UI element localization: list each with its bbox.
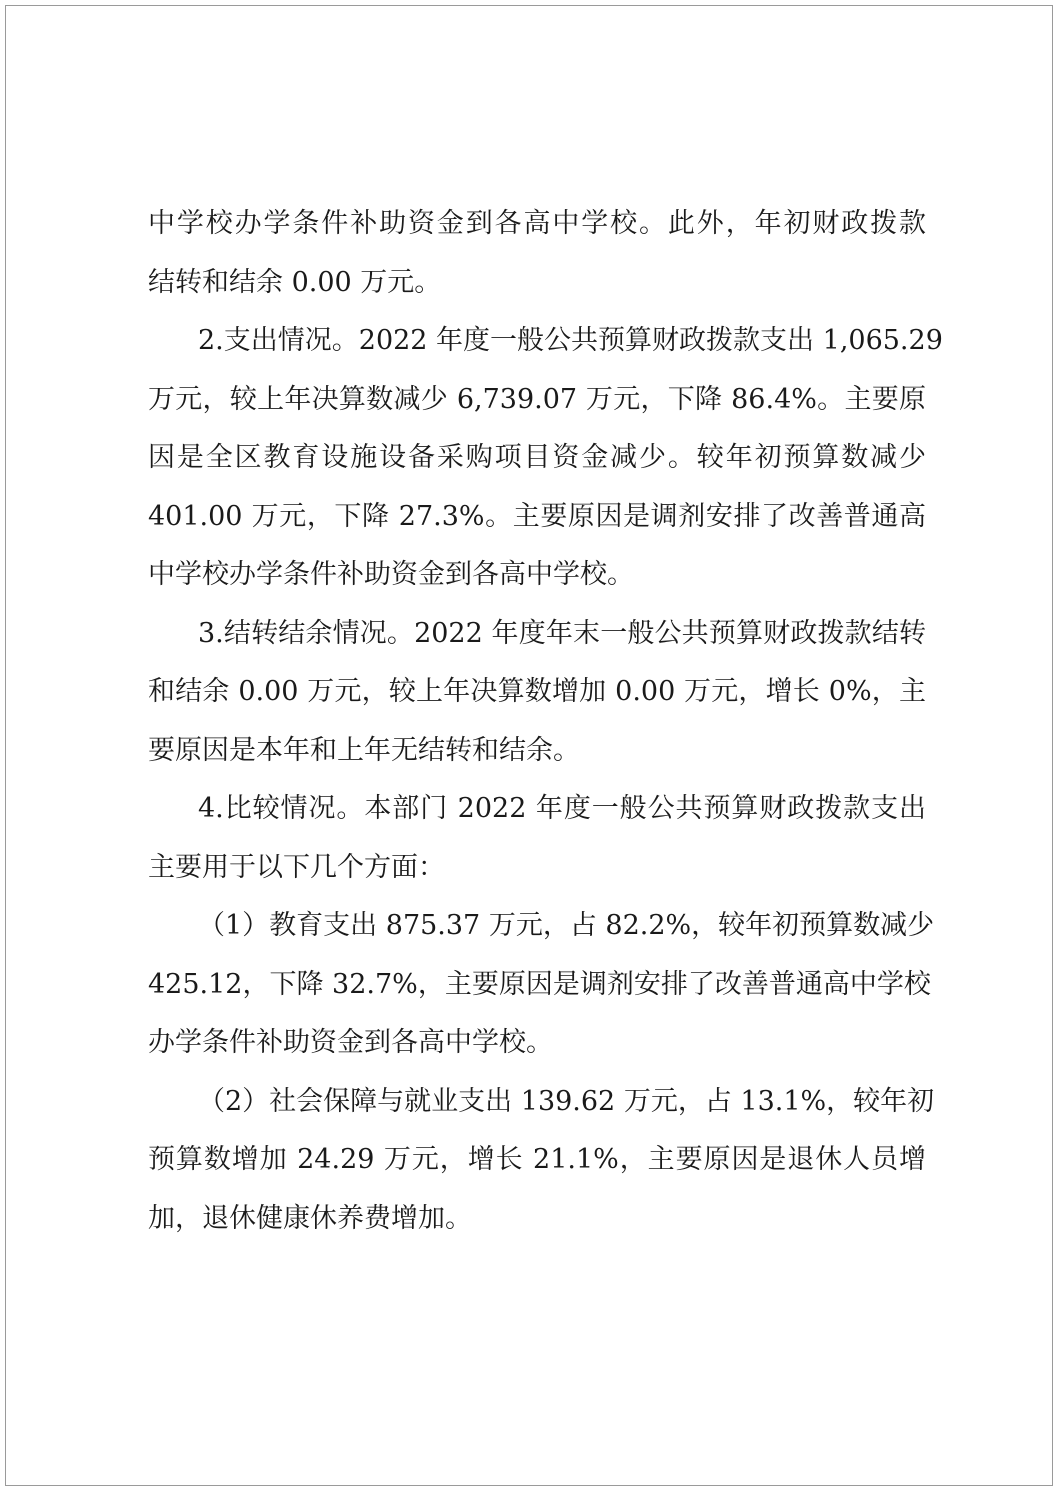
text-line: 预算数增加 24.29 万元，增长 21.1%，主要原因是退休人员增	[148, 1144, 926, 1175]
text-line: 结转和结余 0.00 万元。	[148, 266, 442, 298]
text-line: 4.比较情况。本部门 2022 年度一般公共预算财政拨款支出	[198, 793, 926, 824]
text-line: 和结余 0.00 万元，较上年决算数增加 0.00 万元，增长 0%，主	[148, 676, 926, 707]
text-line: （1）教育支出 875.37 万元，占 82.2%，较年初预算数减少	[198, 910, 935, 941]
text-line: 2.支出情况。2022 年度一般公共预算财政拨款支出 1,065.29	[198, 325, 943, 356]
text-line: 401.00 万元，下降 27.3%。主要原因是调剂安排了改善普通高	[148, 500, 926, 532]
document-page	[5, 5, 1053, 1486]
text-line: 要原因是本年和上年无结转和结余。	[148, 734, 580, 766]
text-line: 因是全区教育设施设备采购项目资金减少。较年初预算数减少	[148, 442, 926, 473]
text-line: 主要用于以下几个方面：	[148, 851, 445, 883]
text-line: 中学校办学条件补助资金到各高中学校。此外，年初财政拨款	[148, 208, 926, 239]
text-line: 3.结转结余情况。2022 年度年末一般公共预算财政拨款结转	[198, 617, 926, 649]
text-line: 加，退休健康休养费增加。	[148, 1202, 472, 1234]
text-line: 万元，较上年决算数减少 6,739.07 万元，下降 86.4%。主要原	[148, 383, 926, 415]
document-body	[148, 195, 943, 1248]
text-line: 中学校办学条件补助资金到各高中学校。	[148, 559, 634, 590]
text-line: （2）社会保障与就业支出 139.62 万元，占 13.1%，较年初	[198, 1085, 935, 1117]
text-line: 425.12，下降 32.7%，主要原因是调剂安排了改善普通高中学校	[148, 968, 931, 1000]
text-line: 办学条件补助资金到各高中学校。	[148, 1027, 553, 1058]
